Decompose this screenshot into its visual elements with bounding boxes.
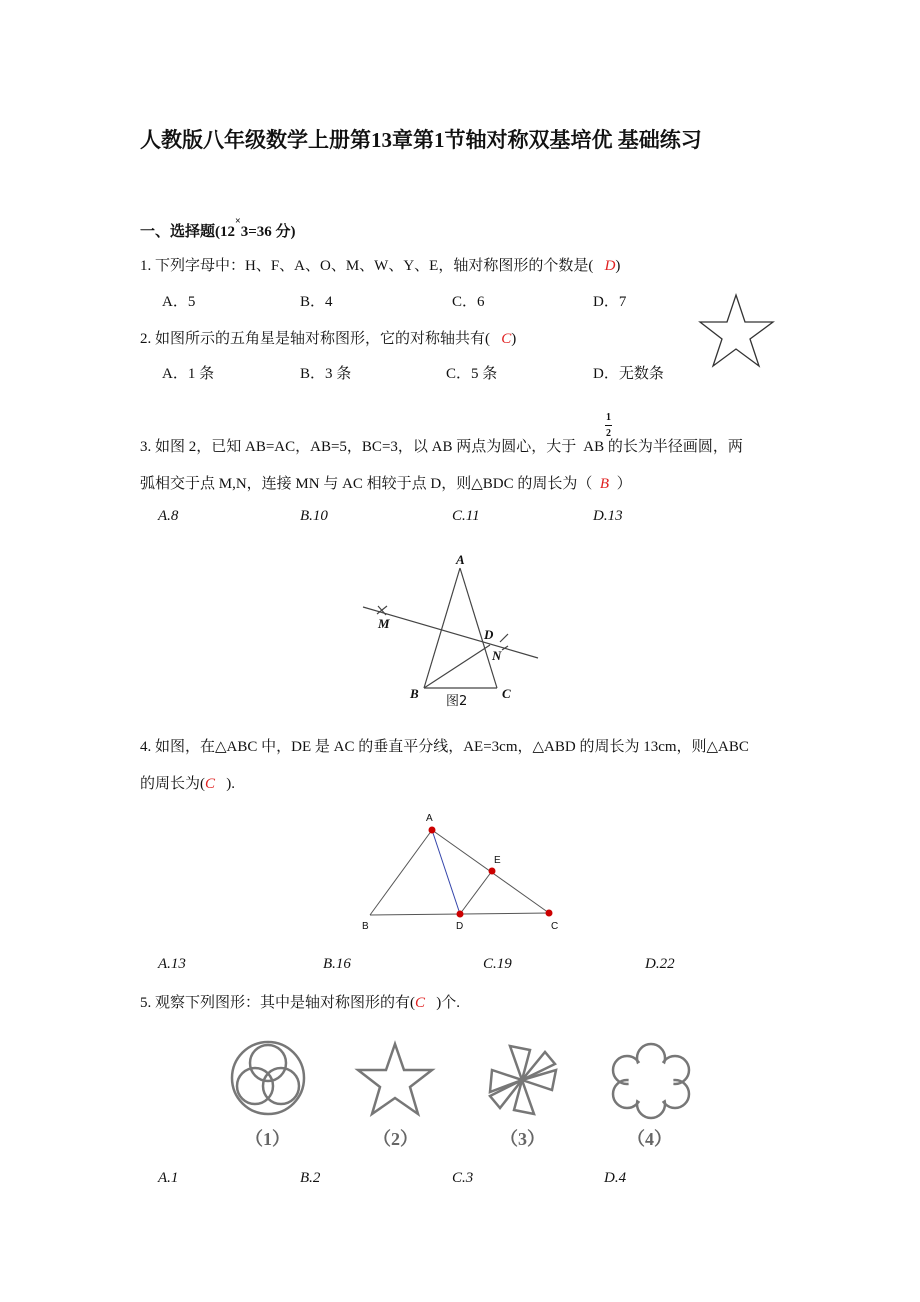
q1-close: ) [615, 258, 621, 274]
q4-line2: 的周长为( [140, 776, 205, 792]
shape-4-flower [613, 1044, 689, 1118]
q5-text: 5. 观察下列图形：其中是轴对称图形的有( [140, 995, 415, 1011]
shape-3-pinwheel [490, 1046, 556, 1114]
q4-option-b: B.16 [323, 956, 351, 972]
q2-option-c: C．5 条 [446, 366, 498, 382]
shape-2-caption: （2） [373, 1129, 418, 1149]
fig2-label-a: A [456, 552, 465, 567]
q5-option-b: B.2 [300, 1170, 321, 1186]
q4-option-a: A.13 [158, 956, 186, 972]
q3-line1b: AB 的长为半径画圆，两 [583, 439, 743, 455]
fig2-label-b: B [410, 686, 419, 701]
q2-option-b: B．3 条 [300, 366, 352, 382]
section-label: 一、选择题(12 [140, 224, 235, 240]
shape-4-caption: （4） [627, 1129, 672, 1149]
q2-close: ) [511, 331, 517, 347]
q3-option-a: A.8 [158, 508, 179, 524]
q4-option-c: C.19 [483, 956, 512, 972]
page-title: 人教版八年级数学上册第13章第1节轴对称双基培优 基础练习 [140, 128, 702, 152]
q3-option-d: D.13 [593, 508, 623, 524]
q1-option-a: A．5 [162, 294, 196, 310]
q1-text: 1. 下列字母中：H、F、A、O、M、W、Y、E，轴对称图形的个数是( [140, 258, 594, 274]
fig2-label-n: N [492, 648, 502, 663]
q2-option-d: D．无数条 [593, 366, 664, 382]
q4-close: ). [226, 776, 236, 792]
q3-close: ） [616, 476, 632, 492]
q2-option-a: A．1 条 [162, 366, 215, 382]
q3-option-b: B.10 [300, 508, 328, 524]
shape-1-caption: （1） [245, 1129, 290, 1149]
q1-option-b: B．4 [300, 294, 333, 310]
fig4-label-d: D [456, 921, 464, 932]
q3-option-c: C.11 [452, 508, 480, 524]
fig4-label-e: E [494, 855, 501, 866]
q5-close: )个. [436, 995, 461, 1011]
fig2-label-m: M [378, 616, 390, 631]
q1-option-d: D．7 [593, 294, 627, 310]
shape-2-star [358, 1044, 432, 1114]
question-4-line-1: 4. 如图，在△ABC 中，DE 是 AC 的垂直平分线，AE=3cm，△ABD 的周长为 13cm，则△ABC [140, 739, 749, 755]
fig2-label-d: D [484, 627, 494, 642]
q3-answer: B [599, 476, 610, 492]
shape-3-caption: （3） [500, 1129, 545, 1149]
section-score: 3=36 分) [240, 224, 296, 240]
q1-option-c: C．6 [452, 294, 485, 310]
q3-line2: 弧相交于点 M,N，连接 MN 与 AC 相较于点 D，则△BDC 的周长为（ [140, 476, 593, 492]
fig2-caption: 图2 [446, 694, 468, 709]
q3-line1: 3. 如图 2，已知 AB=AC，AB=5，BC=3，以 AB 两点为圆心，大于 [140, 439, 577, 455]
fig4-label-a: A [426, 813, 433, 824]
q5-option-a: A.1 [158, 1170, 179, 1186]
q5-answer: C [415, 995, 426, 1011]
q2-text: 2. 如图所示的五角星是轴对称图形，它的对称轴共有( [140, 331, 490, 347]
fig4-label-b: B [362, 921, 369, 932]
fraction-numerator: 1 [606, 412, 611, 423]
q2-answer: C [501, 331, 512, 347]
q5-option-c: C.3 [452, 1170, 474, 1186]
q4-option-d: D.22 [645, 956, 675, 972]
fig4-label-c: C [551, 921, 559, 932]
times-sign: × [235, 216, 241, 227]
fraction-denominator: 2 [606, 428, 611, 439]
q4-answer: C [205, 776, 216, 792]
fig2-label-c: C [502, 686, 511, 701]
q1-answer: D [604, 258, 616, 274]
shape-1-circle-petals [232, 1042, 304, 1114]
q5-option-d: D.4 [604, 1170, 627, 1186]
